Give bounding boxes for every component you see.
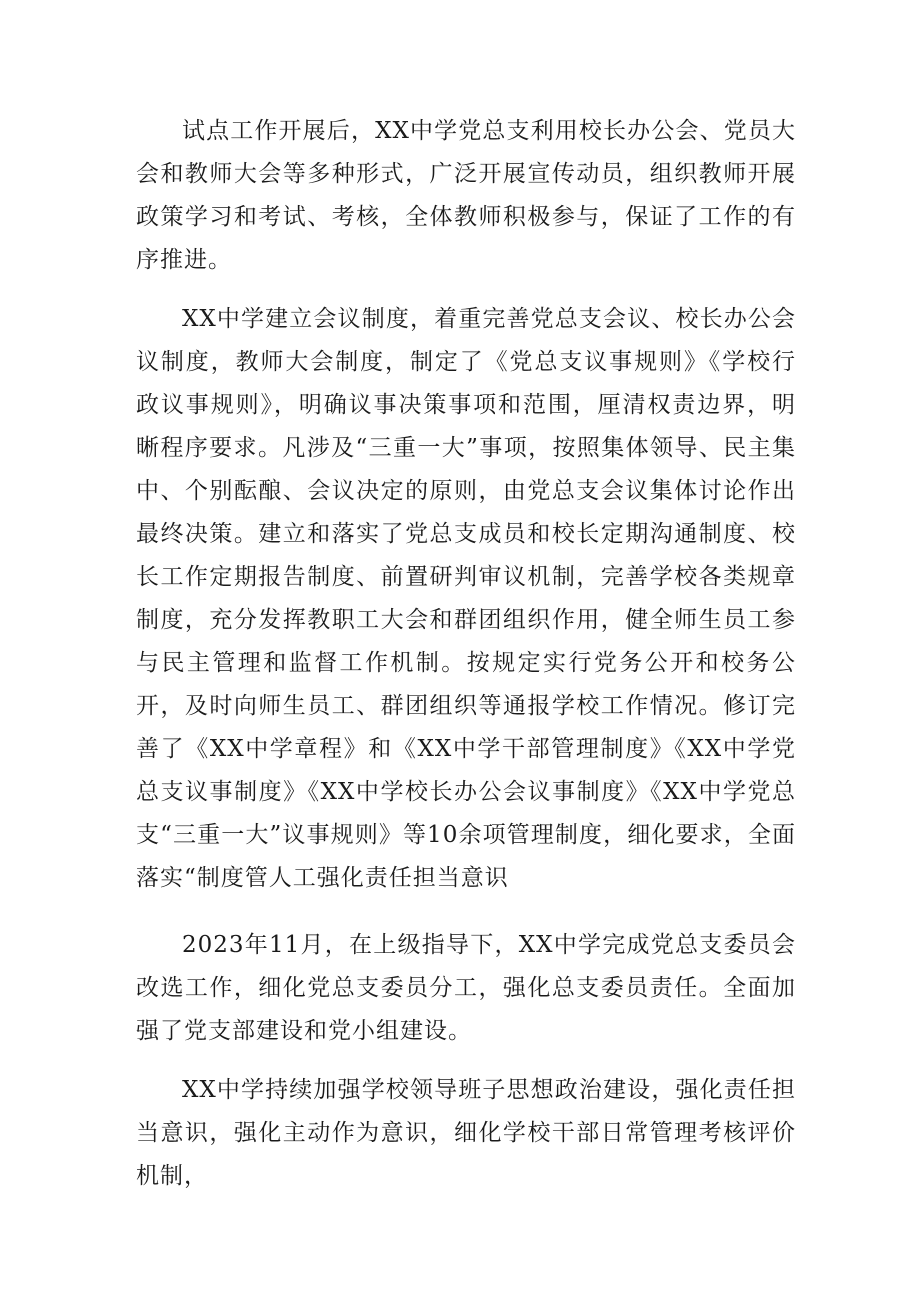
paragraph-1: 试点工作开展后，XX中学党总支利用校长办公会、党员大会和教师大会等多种形式，广泛开展宣传动员，组织教师开展政策学习和考试、考核，全体教师积极参与，保证了工作的有序推进。 xyxy=(136,118,796,273)
paragraph-4: XX中学持续加强学校领导班子思想政治建设，强化责任担当意识，强化主动作为意识，细化学校干部日常管理考核评价机制， xyxy=(136,1077,796,1189)
paragraph-2: XX中学建立会议制度，着重完善党总支会议、校长办公会议制度，教师大会制度，制定了《党总支议事规则》《学校行政议事规则》，明确议事决策事项和范围，厘清权责边界，明晰程序要求。凡涉及“三重一大”事项，按照集体领导、民主集中、个别酝酿、会议决定的原则，由党总支会议集体讨论作出最终决策。建立和落实了党总支成员和校长定期沟通制度、校长工作定期报告制度、前置研判审议机制，完善学校各类规章制度，充分发挥教职工大会和群团组织作用，健全师生员工参与民主管理和监督工作机制。按规定实行党务公开和校务公开，及时向师生员工、群团组织等通报学校工作情况。修订完善了《XX中学章程》和《XX中学干部管理制度》《XX中学党总支议事制度》《XX中学校长办公会议事制度》《XX中学党总支“三重一大”议事规则》等10余项管理制度，细化要求，全面落实“制度管人工强化责任担当意识 xyxy=(136,306,796,891)
document-body xyxy=(136,110,796,1214)
paragraph-3: 2023年11月，在上级指导下，XX中学完成党总支委员会改选工作，细化党总支委员分工，强化总支委员责任。全面加强了党支部建设和党小组建设。 xyxy=(136,932,796,1044)
